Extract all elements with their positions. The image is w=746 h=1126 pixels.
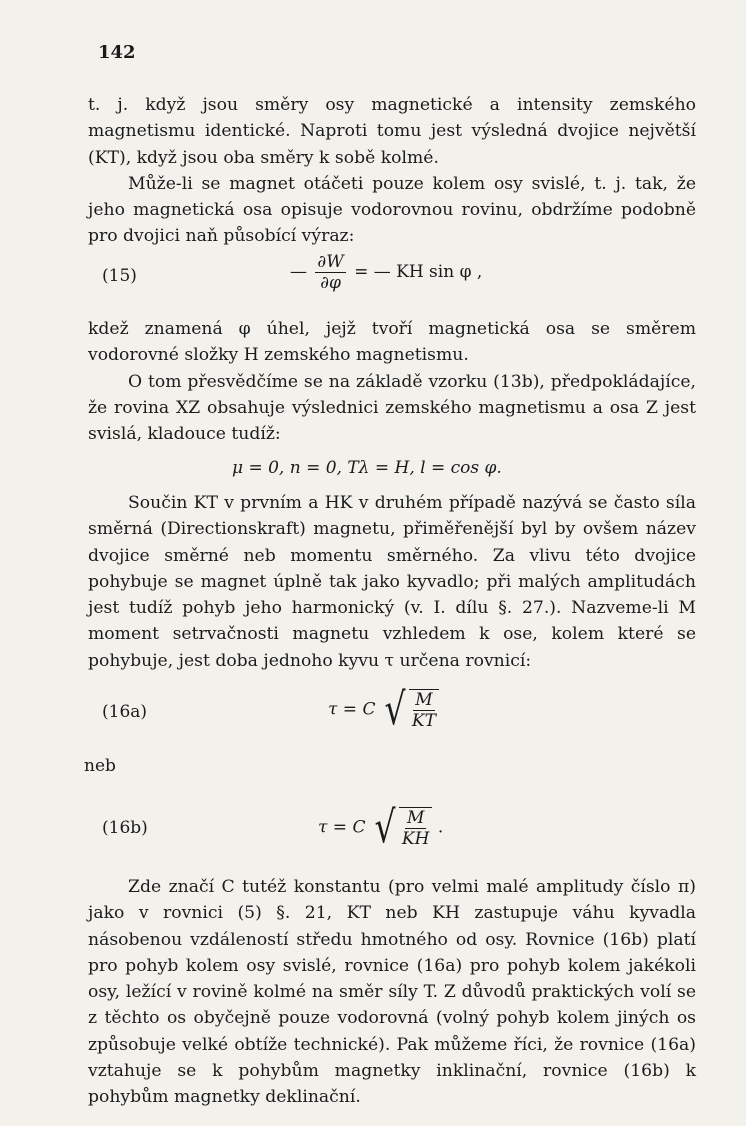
connector-word: neb xyxy=(84,756,116,776)
equation-lhs: τ = C xyxy=(328,699,376,720)
equation-16b xyxy=(318,802,444,853)
text-block-4 xyxy=(88,874,696,1111)
square-root xyxy=(371,802,433,853)
text-block-1 xyxy=(88,92,696,250)
minus-sign: — xyxy=(290,262,307,282)
fraction-denominator: KH xyxy=(401,829,430,849)
text-block-3 xyxy=(88,490,696,674)
fraction-numerator: M xyxy=(415,690,433,710)
fraction-numerator: M xyxy=(406,808,425,828)
radical-sign-icon: √ xyxy=(384,684,406,735)
equation-16a xyxy=(328,684,439,735)
equation-label-16b: (16b) xyxy=(102,818,148,838)
equation-period: . xyxy=(437,817,444,838)
paragraph: Zde značí C tutéž konstantu (pro velmi malé amplitudy číslo π) jako v rovnici (5) §. 21, KT neb KH zastupuje váhu kyvadla násobenou vzdáleností středu hmotného od osy. Rovnice (16b) platí pro pohyb kolem osy svislé, rovnice (16a) pro pohyb kolem jakékoli osy, ležící v rovině kolmé na směr síly T. Z důvodů praktických volí se z těchto os obyčejně pouze vodorovná (volný pohyb kolem jiných os způsobuje velké obtíže technické). Pak můžeme říci, že rovnice (16a) vztahuje se k pohybům magnetky inklinační, rovnice (16b) k pohybům magnetky deklinační. xyxy=(88,877,696,1108)
text-block-2 xyxy=(88,316,696,447)
paragraph: Součin KT v prvním a HK v druhém případě nazývá se často síla směrná (Directionskraft) magnetu, přiměřenější byl by ovšem název dvojice směrné neb momentu směrného. Za vlivu této dvojice pohybuje se magnet úplně tak jako kyvadlo; při malých amplitudách jest tudíž pohyb jeho harmonický (v. I. dílu §. 27.). Nazveme-li M moment setrvačnosti magnetu vzhledem k ose, kolem které se pohybuje, jest doba jednoho kyvu τ určena rovnicí: xyxy=(88,493,696,671)
fraction-denominator: ∂φ xyxy=(320,273,341,293)
paragraph: Může-li se magnet otáčeti pouze kolem osy svislé, t. j. tak, že jeho magnetická osa opisuje vodorovnou rovinu, obdržíme podobně pro dvojici naň působící výraz: xyxy=(88,173,696,247)
equation-15 xyxy=(290,252,482,293)
equation-conditions: μ = 0, n = 0, Tλ = H, l = cos φ. xyxy=(232,458,502,478)
paragraph: O tom přesvědčíme se na základě vzorku (13b), předpokládajíce, že rovina XZ obsahuje výslednici zemského magnetismu a osa Z jest svislá, kladouce tudíž: xyxy=(88,371,696,445)
fraction-denominator: KT xyxy=(411,711,436,731)
square-root xyxy=(381,684,439,735)
equation-rhs: = — KH sin φ , xyxy=(354,262,483,282)
paragraph: t. j. když jsou směry osy magnetické a intensity zemského magnetismu identické. Naproti tomu jest výsledná dvojice největší (KT), když jsou oba směry k sobě kolmé. xyxy=(88,95,696,168)
paragraph: kdež znamená φ úhel, jejž tvoří magnetická osa se směrem vodorovné složky H zemského magnetismu. xyxy=(88,319,696,366)
equation-label-15: (15) xyxy=(102,266,137,286)
radical-sign-icon: √ xyxy=(374,802,396,853)
equation-label-16a: (16a) xyxy=(102,702,148,722)
page-number: 142 xyxy=(98,42,136,63)
fraction-numerator: ∂W xyxy=(317,252,344,272)
partial-fraction xyxy=(315,252,345,293)
equation-lhs: τ = C xyxy=(318,817,366,838)
